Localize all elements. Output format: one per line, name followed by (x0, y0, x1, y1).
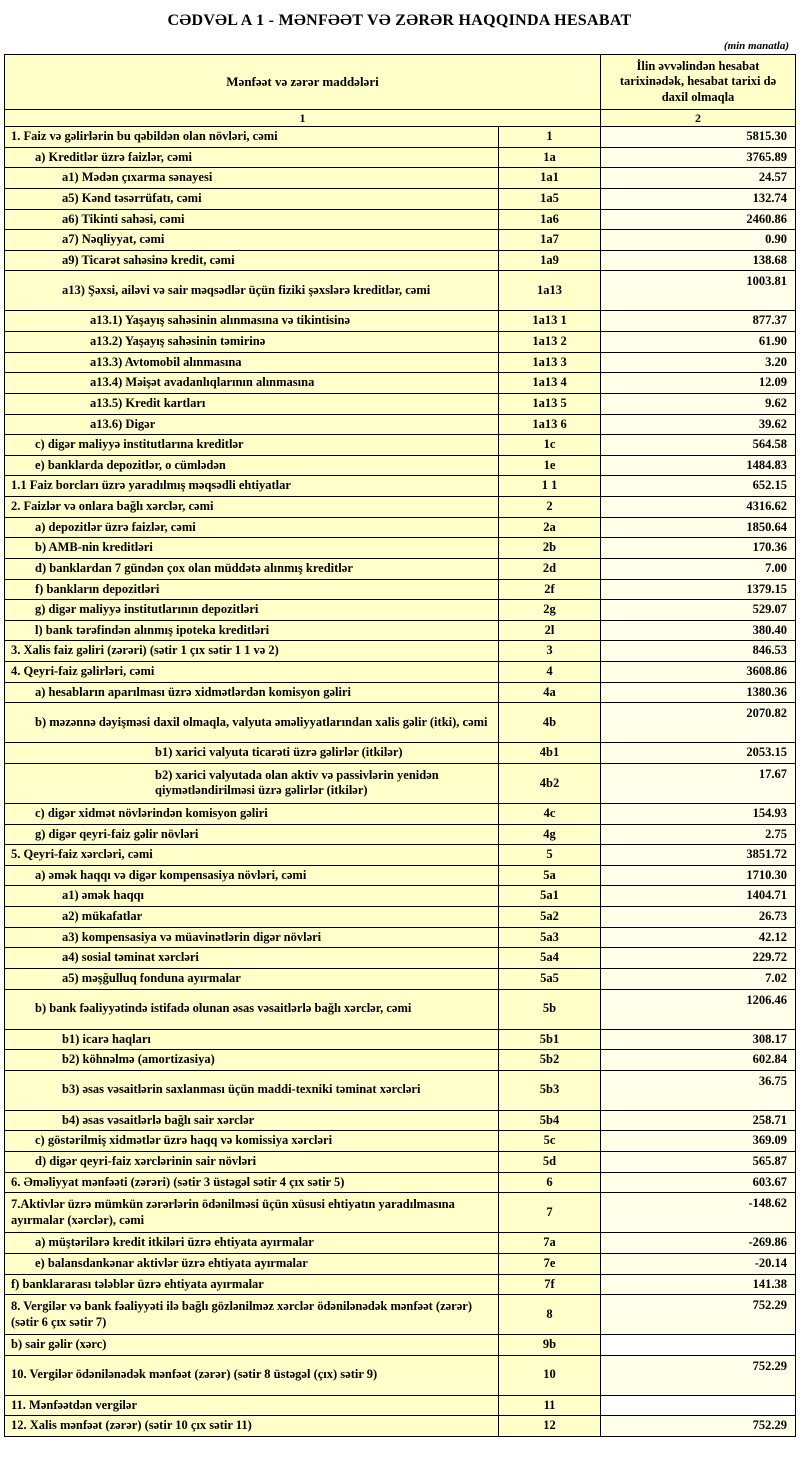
row-value: 846.53 (601, 641, 796, 662)
row-code: 1e (499, 455, 601, 476)
table-row (5, 682, 796, 703)
row-value: 154.93 (601, 803, 796, 824)
column-header-items: Mənfəət və zərər maddələri (5, 55, 601, 110)
row-label: 10. Vergilər ödənilənədək mənfəət (zərər) (sətir 8 üstəgəl (çıx) sətir 9) (5, 1355, 499, 1395)
row-value: 369.09 (601, 1131, 796, 1152)
row-label: a13.2) Yaşayış sahəsinin təmirinə (5, 332, 499, 353)
row-value: 2460.86 (601, 209, 796, 230)
table-header (5, 55, 796, 127)
table-row (5, 1152, 796, 1173)
row-code: 12 (499, 1416, 601, 1437)
row-value (601, 1335, 796, 1356)
row-code: 7f (499, 1274, 601, 1295)
column-number-row (5, 110, 796, 127)
row-value: 565.87 (601, 1152, 796, 1173)
table-row (5, 127, 796, 148)
table-body (5, 127, 796, 1437)
row-code: 7 (499, 1193, 601, 1233)
table-row (5, 1172, 796, 1193)
row-value: 3765.89 (601, 147, 796, 168)
row-value: 4316.62 (601, 497, 796, 518)
row-label: 6. Əməliyyat mənfəəti (zərəri) (sətir 3 üstəgəl sətir 4 çıx sətir 5) (5, 1172, 499, 1193)
row-code: 2b (499, 538, 601, 559)
table-row (5, 865, 796, 886)
row-value: 5815.30 (601, 127, 796, 148)
row-label: a5) Kənd təsərrüfatı, cəmi (5, 188, 499, 209)
row-code: 9b (499, 1335, 601, 1356)
table-row (5, 497, 796, 518)
row-code: 3 (499, 641, 601, 662)
row-code: 1a1 (499, 168, 601, 189)
row-value: 1710.30 (601, 865, 796, 886)
row-code: 1a13 2 (499, 332, 601, 353)
row-code: 2a (499, 517, 601, 538)
row-value: 39.62 (601, 414, 796, 435)
row-label: b) bank fəaliyyətində istifadə olunan əsas vəsaitlərlə bağlı xərclər, cəmi (5, 989, 499, 1029)
row-label: c) digər xidmət növlərindən komisyon gəliri (5, 803, 499, 824)
table-row (5, 845, 796, 866)
row-code: 4b2 (499, 763, 601, 803)
row-label: e) balansdankənar aktivlər üzrə ehtiyata ayırmalar (5, 1253, 499, 1274)
row-code: 2d (499, 558, 601, 579)
row-label: b3) əsas vəsaitlərin saxlanması üçün maddi-texniki təminat xərcləri (5, 1070, 499, 1110)
row-label: d) banklardan 7 gündən çox olan müddətə alınmış kreditlər (5, 558, 499, 579)
row-value: 7.02 (601, 968, 796, 989)
row-value (601, 1395, 796, 1416)
row-code: 1a13 6 (499, 414, 601, 435)
row-code: 5d (499, 1152, 601, 1173)
row-label: a2) mükafatlar (5, 907, 499, 928)
table-row (5, 1233, 796, 1254)
table-row (5, 230, 796, 251)
row-code: 4a (499, 682, 601, 703)
row-code: 1a13 4 (499, 373, 601, 394)
row-label: f) banklararası tələblər üzrə ehtiyata ayırmalar (5, 1274, 499, 1295)
row-label: a4) sosial təminat xərcləri (5, 948, 499, 969)
row-label: 5. Qeyri-faiz xərcləri, cəmi (5, 845, 499, 866)
row-value: 229.72 (601, 948, 796, 969)
table-row (5, 662, 796, 683)
table-row (5, 620, 796, 641)
row-value: 308.17 (601, 1029, 796, 1050)
row-value: 3.20 (601, 352, 796, 373)
row-value: 138.68 (601, 250, 796, 271)
row-code: 1 1 (499, 476, 601, 497)
row-label: b) sair gəlir (xərc) (5, 1335, 499, 1356)
row-value: 1379.15 (601, 579, 796, 600)
row-label: a13.3) Avtomobil alınmasına (5, 352, 499, 373)
row-label: a6) Tikinti sahəsi, cəmi (5, 209, 499, 230)
row-code: 1a9 (499, 250, 601, 271)
row-label: f) bankların depozitləri (5, 579, 499, 600)
row-value: 258.71 (601, 1110, 796, 1131)
row-code: 5b3 (499, 1070, 601, 1110)
row-code: 4 (499, 662, 601, 683)
table-row (5, 579, 796, 600)
row-label: 7.Aktivlər üzrə mümkün zərərlərin ödənilməsi üçün xüsusi ehtiyatın yaradılmasına ayırmalar (xərclər), cəmi (5, 1193, 499, 1233)
row-value: 752.29 (601, 1355, 796, 1395)
row-label: b) AMB-nin kreditləri (5, 538, 499, 559)
profit-loss-table (4, 54, 796, 1437)
table-row (5, 393, 796, 414)
row-code: 10 (499, 1355, 601, 1395)
row-label: 12. Xalis mənfəət (zərər) (sətir 10 çıx sətir 11) (5, 1416, 499, 1437)
unit-note: (min manatla) (723, 40, 789, 52)
row-code: 5a (499, 865, 601, 886)
column-number-2: 2 (601, 110, 796, 127)
row-code: 1a6 (499, 209, 601, 230)
row-value: 1850.64 (601, 517, 796, 538)
row-value: 9.62 (601, 393, 796, 414)
table-row (5, 1070, 796, 1110)
table-row (5, 948, 796, 969)
row-label: 1.1 Faiz borcları üzrə yaradılmış məqsədli ehtiyatlar (5, 476, 499, 497)
row-code: 2l (499, 620, 601, 641)
row-value: 0.90 (601, 230, 796, 251)
row-label: a1) Mədən çıxarma sənayesi (5, 168, 499, 189)
row-code: 1 (499, 127, 601, 148)
table-row (5, 600, 796, 621)
table-row (5, 743, 796, 764)
table-row (5, 271, 796, 311)
row-label: a5) məşğulluq fonduna ayırmalar (5, 968, 499, 989)
row-value: 26.73 (601, 907, 796, 928)
row-value: 1206.46 (601, 989, 796, 1029)
table-row (5, 1050, 796, 1071)
row-label: a7) Nəqliyyat, cəmi (5, 230, 499, 251)
table-row (5, 435, 796, 456)
row-code: 5b (499, 989, 601, 1029)
row-code: 1a7 (499, 230, 601, 251)
row-value: 564.58 (601, 435, 796, 456)
row-label: a) müştərilərə kredit itkiləri üzrə ehtiyata ayırmalar (5, 1233, 499, 1254)
row-code: 1a13 (499, 271, 601, 311)
row-code: 5a5 (499, 968, 601, 989)
row-value: 652.15 (601, 476, 796, 497)
table-row (5, 1193, 796, 1233)
table-row (5, 641, 796, 662)
row-value: 17.67 (601, 763, 796, 803)
table-row (5, 989, 796, 1029)
row-label: a13.1) Yaşayış sahəsinin alınmasına və tikintisinə (5, 311, 499, 332)
table-row (5, 968, 796, 989)
table-row (5, 311, 796, 332)
table-row (5, 168, 796, 189)
row-value: 12.09 (601, 373, 796, 394)
column-number-1: 1 (5, 110, 601, 127)
row-value: 2.75 (601, 824, 796, 845)
row-code: 8 (499, 1295, 601, 1335)
row-value: 1003.81 (601, 271, 796, 311)
row-value: 132.74 (601, 188, 796, 209)
row-code: 7a (499, 1233, 601, 1254)
table-row (5, 703, 796, 743)
row-label: a3) kompensasiya və müavinətlərin digər növləri (5, 927, 499, 948)
row-value: 529.07 (601, 600, 796, 621)
row-code: 1a (499, 147, 601, 168)
table-row (5, 517, 796, 538)
row-label: 4. Qeyri-faiz gəlirləri, cəmi (5, 662, 499, 683)
row-value: 61.90 (601, 332, 796, 353)
row-label: b4) əsas vəsaitlərlə bağlı sair xərclər (5, 1110, 499, 1131)
row-value: 42.12 (601, 927, 796, 948)
row-code: 5a1 (499, 886, 601, 907)
row-code: 1a5 (499, 188, 601, 209)
table-row (5, 1335, 796, 1356)
row-label: 2. Faizlər və onlara bağlı xərclər, cəmi (5, 497, 499, 518)
table-row (5, 1295, 796, 1335)
row-label: b2) xarici valyutada olan aktiv və passivlərin yenidən qiymətləndirilməsi üzrə gəlirlər (itkilər) (5, 763, 499, 803)
row-value: 3608.86 (601, 662, 796, 683)
row-value: 877.37 (601, 311, 796, 332)
row-code: 5 (499, 845, 601, 866)
row-label: a) depozitlər üzrə faizlər, cəmi (5, 517, 499, 538)
row-code: 7e (499, 1253, 601, 1274)
table-row (5, 1416, 796, 1437)
table-row (5, 1395, 796, 1416)
table-row (5, 209, 796, 230)
row-label: g) digər maliyyə institutlarının depozitləri (5, 600, 499, 621)
row-code: 5b2 (499, 1050, 601, 1071)
row-label: 3. Xalis faiz gəliri (zərəri) (sətir 1 çıx sətir 1 1 və 2) (5, 641, 499, 662)
row-label: a) Kreditlər üzrə faizlər, cəmi (5, 147, 499, 168)
row-value: 170.36 (601, 538, 796, 559)
row-value: 2070.82 (601, 703, 796, 743)
row-value: -148.62 (601, 1193, 796, 1233)
row-code: 4g (499, 824, 601, 845)
row-label: a) hesabların aparılması üzrə xidmətlərdən komisyon gəliri (5, 682, 499, 703)
table-row (5, 414, 796, 435)
row-label: b2) köhnəlmə (amortizasiya) (5, 1050, 499, 1071)
table-row (5, 250, 796, 271)
row-label: a) əmək haqqı və digər kompensasiya növləri, cəmi (5, 865, 499, 886)
row-value: 24.57 (601, 168, 796, 189)
row-value: 141.38 (601, 1274, 796, 1295)
row-label: c) digər maliyyə institutlarına kreditlər (5, 435, 499, 456)
row-label: a13.6) Digər (5, 414, 499, 435)
row-code: 1a13 3 (499, 352, 601, 373)
header-row (5, 55, 796, 110)
table-row (5, 1029, 796, 1050)
table-row (5, 332, 796, 353)
row-code: 1c (499, 435, 601, 456)
row-value: 1484.83 (601, 455, 796, 476)
row-code: 2f (499, 579, 601, 600)
table-row (5, 1131, 796, 1152)
row-label: d) digər qeyri-faiz xərclərinin sair növləri (5, 1152, 499, 1173)
row-value: 380.40 (601, 620, 796, 641)
row-code: 11 (499, 1395, 601, 1416)
table-row (5, 927, 796, 948)
row-label: 1. Faiz və gəlirlərin bu qəbildən olan növləri, cəmi (5, 127, 499, 148)
row-value: 36.75 (601, 1070, 796, 1110)
row-value: 1404.71 (601, 886, 796, 907)
table-row (5, 147, 796, 168)
row-label: a13) Şəxsi, ailəvi və sair məqsədlər üçün fiziki şəxslərə kreditlər, cəmi (5, 271, 499, 311)
row-code: 1a13 5 (499, 393, 601, 414)
table-row (5, 803, 796, 824)
table-row (5, 476, 796, 497)
row-value: 3851.72 (601, 845, 796, 866)
row-label: a1) əmək haqqı (5, 886, 499, 907)
row-value: 752.29 (601, 1416, 796, 1437)
row-code: 1a13 1 (499, 311, 601, 332)
table-row (5, 1355, 796, 1395)
table-row (5, 373, 796, 394)
row-value: 752.29 (601, 1295, 796, 1335)
row-value: 602.84 (601, 1050, 796, 1071)
column-header-value: İlin əvvəlindən hesabat tarixinədək, hesabat tarixi də daxil olmaqla (601, 55, 796, 110)
table-row (5, 188, 796, 209)
row-code: 5b4 (499, 1110, 601, 1131)
row-label: c) göstərilmiş xidmətlər üzrə haqq və komissiya xərcləri (5, 1131, 499, 1152)
row-label: e) banklarda depozitlər, o cümlədən (5, 455, 499, 476)
row-code: 4b1 (499, 743, 601, 764)
table-row (5, 1110, 796, 1131)
row-label: b1) xarici valyuta ticarəti üzrə gəlirlər (itkilər) (5, 743, 499, 764)
table-row (5, 886, 796, 907)
table-row (5, 538, 796, 559)
row-code: 4c (499, 803, 601, 824)
row-code: 5c (499, 1131, 601, 1152)
row-label: a9) Ticarət sahəsinə kredit, cəmi (5, 250, 499, 271)
row-value: -269.86 (601, 1233, 796, 1254)
row-label: b) məzənnə dəyişməsi daxil olmaqla, valyuta əməliyyatlarından xalis gəlir (itki), cəmi (5, 703, 499, 743)
table-row (5, 763, 796, 803)
table-row (5, 352, 796, 373)
row-code: 5a3 (499, 927, 601, 948)
row-value: -20.14 (601, 1253, 796, 1274)
table-row (5, 1274, 796, 1295)
row-label: l) bank tərəfindən alınmış ipoteka kreditləri (5, 620, 499, 641)
row-label: b1) icarə haqları (5, 1029, 499, 1050)
row-label: a13.5) Kredit kartları (5, 393, 499, 414)
row-value: 2053.15 (601, 743, 796, 764)
row-label: 11. Mənfəətdən vergilər (5, 1395, 499, 1416)
table-row (5, 907, 796, 928)
page-title: CƏDVƏL A 1 - MƏNFƏƏT VƏ ZƏRƏR HAQQINDA HESABAT (167, 12, 632, 29)
row-code: 4b (499, 703, 601, 743)
row-code: 6 (499, 1172, 601, 1193)
row-code: 2g (499, 600, 601, 621)
row-value: 7.00 (601, 558, 796, 579)
row-label: 8. Vergilər və bank fəaliyyəti ilə bağlı gözlənilməz xərclər ödənilənədək mənfəət (zərər) (sətir 6 çıx sətir 7) (5, 1295, 499, 1335)
table-row (5, 455, 796, 476)
row-code: 5b1 (499, 1029, 601, 1050)
row-value: 603.67 (601, 1172, 796, 1193)
table-row (5, 1253, 796, 1274)
row-code: 5a2 (499, 907, 601, 928)
table-row (5, 824, 796, 845)
row-value: 1380.36 (601, 682, 796, 703)
row-label: g) digər qeyri-faiz gəlir növləri (5, 824, 499, 845)
row-code: 5a4 (499, 948, 601, 969)
table-row (5, 558, 796, 579)
row-code: 2 (499, 497, 601, 518)
row-label: a13.4) Məişət avadanlıqlarının alınmasına (5, 373, 499, 394)
